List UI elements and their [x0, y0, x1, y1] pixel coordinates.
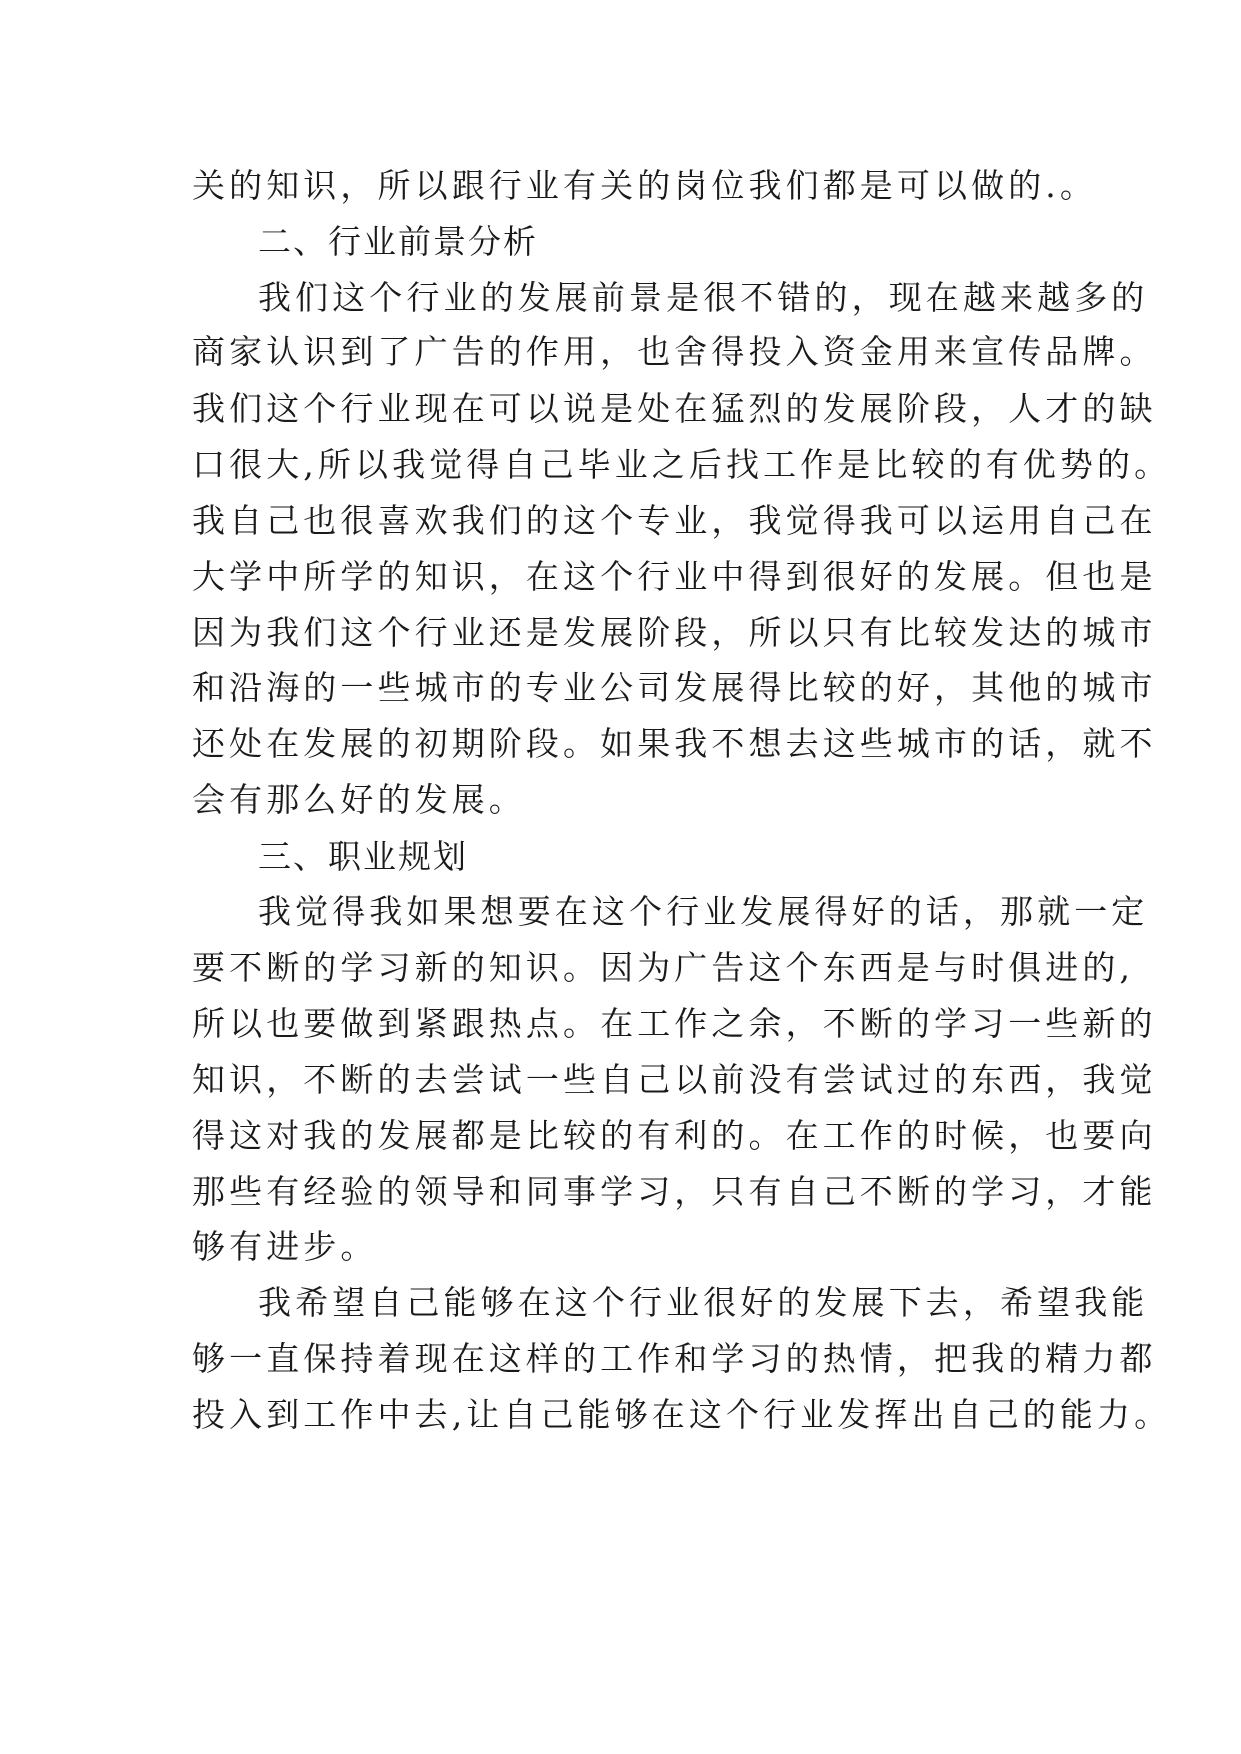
text-line: 口很大,所以我觉得自己毕业之后找工作是比较的有优势的。 — [192, 445, 1172, 484]
text-line: 要不断的学习新的知识。因为广告这个东西是与时俱进的, — [192, 948, 1135, 987]
text-line: 因为我们这个行业还是发展阶段，所以只有比较发达的城市 — [192, 613, 1157, 652]
text-line: 我们这个行业的发展前景是很不错的，现在越来越多的 — [258, 278, 1149, 317]
text-line: 够一直保持着现在这样的工作和学习的热情，把我的精力都 — [192, 1339, 1157, 1378]
text-line: 商家认识到了广告的作用，也舍得投入资金用来宣传品牌。 — [192, 332, 1157, 371]
text-line: 还处在发展的初期阶段。如果我不想去这些城市的话，就不 — [192, 724, 1157, 763]
text-line: 够有进步。 — [192, 1227, 378, 1266]
section-heading: 二、行业前景分析 — [258, 222, 538, 261]
text-line: 那些有经验的领导和同事学习，只有自己不断的学习，才能 — [192, 1172, 1157, 1211]
text-line: 我们这个行业现在可以说是处在猛烈的发展阶段，人才的缺 — [192, 389, 1157, 428]
text-line: 得这对我的发展都是比较的有利的。在工作的时候，也要向 — [192, 1116, 1157, 1155]
text-line: 会有那么好的发展。 — [192, 780, 526, 819]
text-line: 关的知识，所以跟行业有关的岗位我们都是可以做的.。 — [192, 166, 1097, 205]
text-line: 我希望自己能够在这个行业很好的发展下去，希望我能 — [258, 1283, 1149, 1322]
text-line: 和沿海的一些城市的专业公司发展得比较的好，其他的城市 — [192, 668, 1157, 707]
text-line: 知识，不断的去尝试一些自己以前没有尝试过的东西，我觉 — [192, 1060, 1157, 1099]
text-line: 我觉得我如果想要在这个行业发展得好的话，那就一定 — [258, 892, 1149, 931]
section-heading: 三、职业规划 — [258, 837, 468, 876]
text-line: 投入到工作中去,让自己能够在这个行业发挥出自己的能力。 — [192, 1395, 1172, 1434]
text-line: 大学中所学的知识，在这个行业中得到很好的发展。但也是 — [192, 557, 1157, 596]
text-line: 我自己也很喜欢我们的这个专业，我觉得我可以运用自己在 — [192, 501, 1157, 540]
text-line: 所以也要做到紧跟热点。在工作之余，不断的学习一些新的 — [192, 1004, 1157, 1043]
